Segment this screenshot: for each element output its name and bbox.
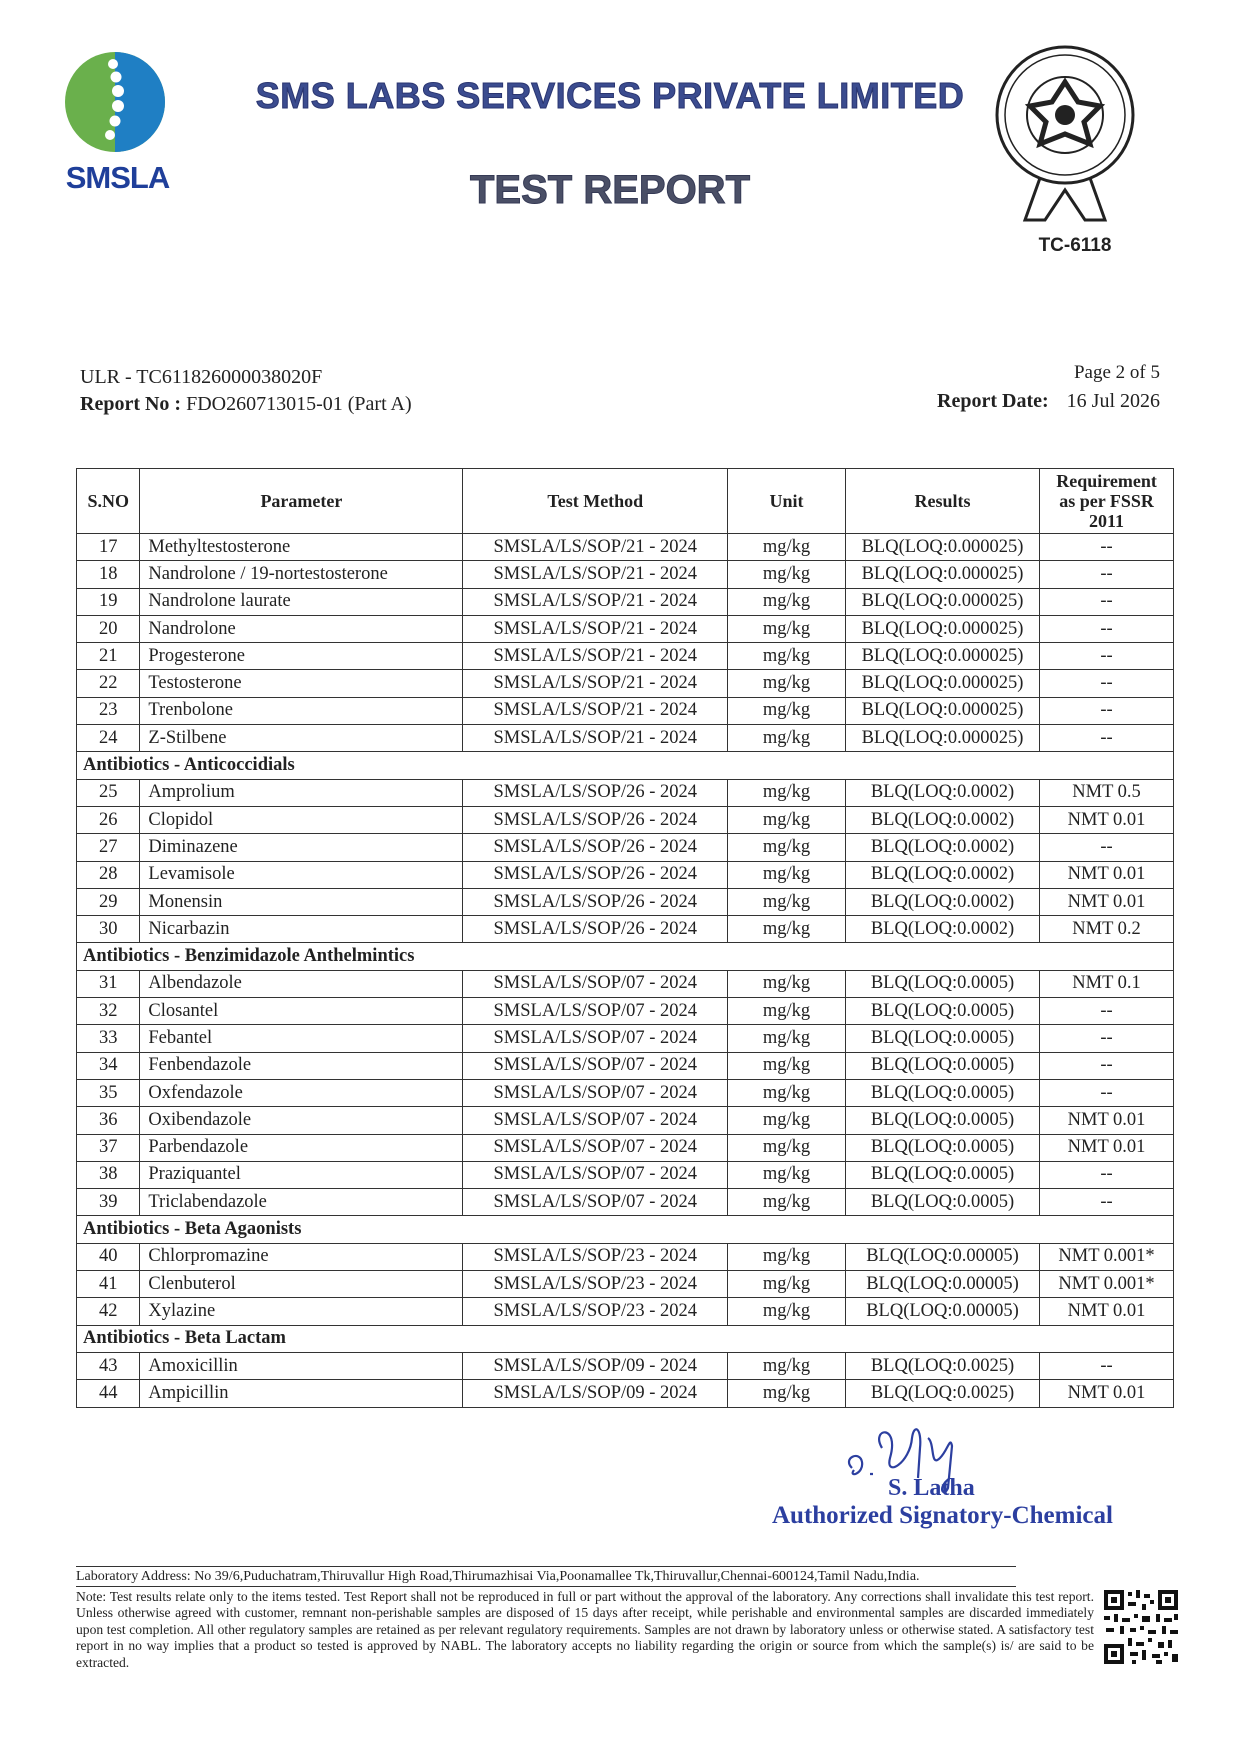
cell-result: BLQ(LOQ:0.000025)	[845, 670, 1039, 697]
cell-requirement: --	[1040, 1189, 1174, 1216]
cell-test-method: SMSLA/LS/SOP/23 - 2024	[463, 1243, 728, 1270]
cell-requirement: NMT 0.01	[1040, 1380, 1174, 1407]
cell-result: BLQ(LOQ:0.0005)	[845, 1079, 1039, 1106]
cell-unit: mg/kg	[728, 779, 846, 806]
cell-unit: mg/kg	[728, 697, 846, 724]
section-title: Antibiotics - Beta Agaonists	[77, 1216, 1174, 1243]
cell-sno: 18	[77, 561, 140, 588]
cell-unit: mg/kg	[728, 534, 846, 561]
cell-result: BLQ(LOQ:0.0005)	[845, 998, 1039, 1025]
cell-parameter: Progesterone	[140, 643, 463, 670]
cell-result: BLQ(LOQ:0.0002)	[845, 888, 1039, 915]
cell-parameter: Parbendazole	[140, 1134, 463, 1161]
cell-sno: 31	[77, 970, 140, 997]
cell-requirement: --	[1040, 1161, 1174, 1188]
cell-unit: mg/kg	[728, 1025, 846, 1052]
cell-result: BLQ(LOQ:0.000025)	[845, 561, 1039, 588]
cell-parameter: Xylazine	[140, 1298, 463, 1325]
laboratory-address: Laboratory Address: No 39/6,Puduchatram,Thiruvallur High Road,Thirumazhisai Via,Poonamallee Tk,Thiruvallur,Chennai-600124,Tamil Nadu,India.	[76, 1566, 1016, 1587]
cell-parameter: Nicarbazin	[140, 916, 463, 943]
section-title: Antibiotics - Anticoccidials	[77, 752, 1174, 779]
cell-unit: mg/kg	[728, 1271, 846, 1298]
cell-result: BLQ(LOQ:0.0005)	[845, 1025, 1039, 1052]
cell-parameter: Testosterone	[140, 670, 463, 697]
table-row	[77, 888, 1174, 915]
cell-requirement: --	[1040, 534, 1174, 561]
cell-unit: mg/kg	[728, 670, 846, 697]
section-row	[77, 943, 1174, 970]
cell-result: BLQ(LOQ:0.000025)	[845, 697, 1039, 724]
cell-sno: 22	[77, 670, 140, 697]
cell-result: BLQ(LOQ:0.000025)	[845, 588, 1039, 615]
report-number-value: FDO260713015-01 (Part A)	[186, 393, 412, 415]
cell-parameter: Oxibendazole	[140, 1107, 463, 1134]
cell-test-method: SMSLA/LS/SOP/07 - 2024	[463, 1161, 728, 1188]
cell-result: BLQ(LOQ:0.000025)	[845, 615, 1039, 642]
table-row	[77, 1189, 1174, 1216]
cell-sno: 33	[77, 1025, 140, 1052]
cell-parameter: Z-Stilbene	[140, 725, 463, 752]
cell-requirement: NMT 0.01	[1040, 861, 1174, 888]
header-requirement: Requirement as per FSSR 2011	[1040, 469, 1174, 534]
section-title: Antibiotics - Benzimidazole Anthelmintics	[77, 943, 1174, 970]
table-row	[77, 1052, 1174, 1079]
cell-sno: 35	[77, 1079, 140, 1106]
cell-test-method: SMSLA/LS/SOP/07 - 2024	[463, 1052, 728, 1079]
report-date-value: 16 Jul 2026	[1066, 390, 1160, 412]
table-row	[77, 1161, 1174, 1188]
cell-test-method: SMSLA/LS/SOP/26 - 2024	[463, 916, 728, 943]
table-row	[77, 643, 1174, 670]
cell-unit: mg/kg	[728, 1243, 846, 1270]
cell-requirement: --	[1040, 1352, 1174, 1379]
cell-sno: 34	[77, 1052, 140, 1079]
cell-parameter: Fenbendazole	[140, 1052, 463, 1079]
cell-sno: 37	[77, 1134, 140, 1161]
cell-sno: 21	[77, 643, 140, 670]
cell-test-method: SMSLA/LS/SOP/26 - 2024	[463, 779, 728, 806]
cell-sno: 23	[77, 697, 140, 724]
cell-sno: 17	[77, 534, 140, 561]
report-date-label: Report Date:	[937, 390, 1049, 412]
cell-parameter: Methyltestosterone	[140, 534, 463, 561]
cell-requirement: NMT 0.2	[1040, 916, 1174, 943]
table-row	[77, 534, 1174, 561]
cell-sno: 26	[77, 806, 140, 833]
table-row	[77, 1298, 1174, 1325]
cell-result: BLQ(LOQ:0.0005)	[845, 1107, 1039, 1134]
cell-test-method: SMSLA/LS/SOP/07 - 2024	[463, 1079, 728, 1106]
cell-result: BLQ(LOQ:0.0002)	[845, 861, 1039, 888]
cell-test-method: SMSLA/LS/SOP/21 - 2024	[463, 588, 728, 615]
cell-sno: 25	[77, 779, 140, 806]
cell-test-method: SMSLA/LS/SOP/09 - 2024	[463, 1380, 728, 1407]
cell-unit: mg/kg	[728, 1079, 846, 1106]
cell-sno: 30	[77, 916, 140, 943]
cell-result: BLQ(LOQ:0.0002)	[845, 779, 1039, 806]
cell-parameter: Amprolium	[140, 779, 463, 806]
cell-unit: mg/kg	[728, 1161, 846, 1188]
cell-test-method: SMSLA/LS/SOP/07 - 2024	[463, 998, 728, 1025]
nabl-accreditation-seal	[990, 40, 1140, 230]
table-row	[77, 916, 1174, 943]
table-row	[77, 1243, 1174, 1270]
cell-sno: 32	[77, 998, 140, 1025]
cell-unit: mg/kg	[728, 1352, 846, 1379]
cell-requirement: NMT 0.01	[1040, 1134, 1174, 1161]
table-row	[77, 861, 1174, 888]
cell-unit: mg/kg	[728, 588, 846, 615]
cell-requirement: --	[1040, 1025, 1174, 1052]
cell-unit: mg/kg	[728, 888, 846, 915]
cell-sno: 43	[77, 1352, 140, 1379]
header-unit: Unit	[728, 469, 846, 534]
table-row	[77, 1025, 1174, 1052]
cell-result: BLQ(LOQ:0.00005)	[845, 1298, 1039, 1325]
ulr-number: ULR - TC611826000038020F	[80, 366, 323, 388]
table-row	[77, 1380, 1174, 1407]
cell-unit: mg/kg	[728, 1107, 846, 1134]
cell-unit: mg/kg	[728, 725, 846, 752]
cell-parameter: Closantel	[140, 998, 463, 1025]
qr-code[interactable]	[1102, 1588, 1180, 1666]
cell-parameter: Diminazene	[140, 834, 463, 861]
report-note: Note: Test results relate only to the items tested. Test Report shall not be reproduced in full or part without the approval of the laboratory. Any corrections shall invalidate this test report. Unless otherwise agreed with customer, remnant non-perishable samples are disposed of 15 days after receipt, while perishable and environmental samples are discarded immediately upon test completion. All other regulatory samples are retained as per relevant regulatory requirements. Samples are not drawn by laboratory unless or otherwise stated. A satisfactory test report in no way implies that a product so tested is approved by NABL. The laboratory accepts no liability regarding the origin or source from which the sample(s) is/ are said to be extracted.	[76, 1589, 1094, 1670]
document-title: TEST REPORT	[469, 168, 751, 212]
cell-parameter: Amoxicillin	[140, 1352, 463, 1379]
cell-requirement: NMT 0.001*	[1040, 1271, 1174, 1298]
report-number-label: Report No :	[80, 393, 182, 415]
cell-test-method: SMSLA/LS/SOP/21 - 2024	[463, 615, 728, 642]
cell-parameter: Febantel	[140, 1025, 463, 1052]
cell-parameter: Triclabendazole	[140, 1189, 463, 1216]
cell-requirement: --	[1040, 561, 1174, 588]
table-row	[77, 1271, 1174, 1298]
cell-unit: mg/kg	[728, 834, 846, 861]
cell-parameter: Monensin	[140, 888, 463, 915]
cell-parameter: Levamisole	[140, 861, 463, 888]
report-number	[80, 393, 412, 416]
cell-result: BLQ(LOQ:0.000025)	[845, 643, 1039, 670]
cell-unit: mg/kg	[728, 643, 846, 670]
cell-requirement: NMT 0.01	[1040, 1107, 1174, 1134]
cell-sno: 44	[77, 1380, 140, 1407]
signatory-title: Authorized Signatory-Chemical	[772, 1502, 1113, 1529]
cell-sno: 29	[77, 888, 140, 915]
cell-sno: 28	[77, 861, 140, 888]
cell-test-method: SMSLA/LS/SOP/26 - 2024	[463, 834, 728, 861]
cell-result: BLQ(LOQ:0.000025)	[845, 725, 1039, 752]
cell-unit: mg/kg	[728, 916, 846, 943]
cell-requirement: --	[1040, 1079, 1174, 1106]
cell-sno: 40	[77, 1243, 140, 1270]
cell-sno: 19	[77, 588, 140, 615]
cell-result: BLQ(LOQ:0.0005)	[845, 1189, 1039, 1216]
cell-test-method: SMSLA/LS/SOP/07 - 2024	[463, 1025, 728, 1052]
cell-test-method: SMSLA/LS/SOP/21 - 2024	[463, 534, 728, 561]
cell-unit: mg/kg	[728, 1134, 846, 1161]
signatory-name: S. Latha	[888, 1475, 975, 1501]
cell-unit: mg/kg	[728, 615, 846, 642]
cell-unit: mg/kg	[728, 806, 846, 833]
table-row	[77, 615, 1174, 642]
report-date	[880, 390, 1160, 413]
cell-test-method: SMSLA/LS/SOP/07 - 2024	[463, 1189, 728, 1216]
cell-result: BLQ(LOQ:0.0005)	[845, 1161, 1039, 1188]
cell-sno: 38	[77, 1161, 140, 1188]
accreditation-code: TC-6118	[1038, 235, 1112, 256]
table-row	[77, 588, 1174, 615]
cell-parameter: Chlorpromazine	[140, 1243, 463, 1270]
cell-result: BLQ(LOQ:0.0002)	[845, 916, 1039, 943]
cell-parameter: Trenbolone	[140, 697, 463, 724]
cell-requirement: NMT 0.001*	[1040, 1243, 1174, 1270]
cell-parameter: Nandrolone	[140, 615, 463, 642]
cell-requirement: NMT 0.01	[1040, 888, 1174, 915]
cell-parameter: Praziquantel	[140, 1161, 463, 1188]
header-results: Results	[845, 469, 1039, 534]
cell-parameter: Albendazole	[140, 970, 463, 997]
cell-sno: 20	[77, 615, 140, 642]
cell-sno: 27	[77, 834, 140, 861]
cell-requirement: --	[1040, 588, 1174, 615]
cell-result: BLQ(LOQ:0.00005)	[845, 1243, 1039, 1270]
company-name: SMS LABS SERVICES PRIVATE LIMITED	[255, 75, 965, 116]
cell-test-method: SMSLA/LS/SOP/09 - 2024	[463, 1352, 728, 1379]
header-sno: S.NO	[77, 469, 140, 534]
cell-requirement: --	[1040, 725, 1174, 752]
table-header-row	[77, 469, 1174, 534]
cell-requirement: NMT 0.5	[1040, 779, 1174, 806]
table-row	[77, 779, 1174, 806]
header-test-method: Test Method	[463, 469, 728, 534]
table-body	[77, 534, 1174, 1408]
cell-requirement: --	[1040, 998, 1174, 1025]
cell-parameter: Clopidol	[140, 806, 463, 833]
cell-requirement: --	[1040, 834, 1174, 861]
cell-requirement: --	[1040, 615, 1174, 642]
cell-requirement: NMT 0.01	[1040, 1298, 1174, 1325]
cell-test-method: SMSLA/LS/SOP/26 - 2024	[463, 806, 728, 833]
cell-requirement: NMT 0.1	[1040, 970, 1174, 997]
table-row	[77, 998, 1174, 1025]
cell-parameter: Oxfendazole	[140, 1079, 463, 1106]
table-row	[77, 806, 1174, 833]
table-row	[77, 834, 1174, 861]
cell-parameter: Nandrolone / 19-nortestosterone	[140, 561, 463, 588]
cell-result: BLQ(LOQ:0.0005)	[845, 1134, 1039, 1161]
table-row	[77, 561, 1174, 588]
cell-sno: 42	[77, 1298, 140, 1325]
cell-test-method: SMSLA/LS/SOP/07 - 2024	[463, 1107, 728, 1134]
cell-unit: mg/kg	[728, 1298, 846, 1325]
cell-unit: mg/kg	[728, 1189, 846, 1216]
table-row	[77, 697, 1174, 724]
cell-requirement: --	[1040, 1052, 1174, 1079]
cell-result: BLQ(LOQ:0.0025)	[845, 1352, 1039, 1379]
cell-unit: mg/kg	[728, 998, 846, 1025]
cell-test-method: SMSLA/LS/SOP/07 - 2024	[463, 1134, 728, 1161]
table-row	[77, 725, 1174, 752]
cell-parameter: Nandrolone laurate	[140, 588, 463, 615]
cell-test-method: SMSLA/LS/SOP/21 - 2024	[463, 561, 728, 588]
cell-result: BLQ(LOQ:0.000025)	[845, 534, 1039, 561]
section-row	[77, 1216, 1174, 1243]
table-row	[77, 1352, 1174, 1379]
cell-result: BLQ(LOQ:0.0025)	[845, 1380, 1039, 1407]
cell-sno: 41	[77, 1271, 140, 1298]
logo-text: SMSLA	[65, 160, 170, 195]
cell-test-method: SMSLA/LS/SOP/23 - 2024	[463, 1271, 728, 1298]
cell-test-method: SMSLA/LS/SOP/21 - 2024	[463, 643, 728, 670]
cell-test-method: SMSLA/LS/SOP/21 - 2024	[463, 697, 728, 724]
cell-result: BLQ(LOQ:0.00005)	[845, 1271, 1039, 1298]
cell-test-method: SMSLA/LS/SOP/21 - 2024	[463, 725, 728, 752]
cell-requirement: --	[1040, 697, 1174, 724]
cell-requirement: --	[1040, 643, 1174, 670]
table-row	[77, 670, 1174, 697]
cell-sno: 39	[77, 1189, 140, 1216]
cell-test-method: SMSLA/LS/SOP/23 - 2024	[463, 1298, 728, 1325]
cell-unit: mg/kg	[728, 970, 846, 997]
cell-unit: mg/kg	[728, 561, 846, 588]
cell-sno: 36	[77, 1107, 140, 1134]
cell-unit: mg/kg	[728, 1380, 846, 1407]
section-row	[77, 1325, 1174, 1352]
cell-parameter: Ampicillin	[140, 1380, 463, 1407]
cell-result: BLQ(LOQ:0.0002)	[845, 806, 1039, 833]
cell-result: BLQ(LOQ:0.0002)	[845, 834, 1039, 861]
cell-result: BLQ(LOQ:0.0005)	[845, 970, 1039, 997]
table-row	[77, 1134, 1174, 1161]
cell-test-method: SMSLA/LS/SOP/07 - 2024	[463, 970, 728, 997]
section-row	[77, 752, 1174, 779]
cell-test-method: SMSLA/LS/SOP/21 - 2024	[463, 670, 728, 697]
table-row	[77, 970, 1174, 997]
test-results-table	[76, 468, 1174, 1408]
cell-unit: mg/kg	[728, 861, 846, 888]
table-row	[77, 1107, 1174, 1134]
header-parameter: Parameter	[140, 469, 463, 534]
cell-test-method: SMSLA/LS/SOP/26 - 2024	[463, 861, 728, 888]
cell-result: BLQ(LOQ:0.0005)	[845, 1052, 1039, 1079]
table-row	[77, 1079, 1174, 1106]
cell-unit: mg/kg	[728, 1052, 846, 1079]
page-number: Page 2 of 5	[1073, 362, 1160, 383]
section-title: Antibiotics - Beta Lactam	[77, 1325, 1174, 1352]
cell-sno: 24	[77, 725, 140, 752]
cell-requirement: NMT 0.01	[1040, 806, 1174, 833]
cell-parameter: Clenbuterol	[140, 1271, 463, 1298]
cell-requirement: --	[1040, 670, 1174, 697]
cell-test-method: SMSLA/LS/SOP/26 - 2024	[463, 888, 728, 915]
